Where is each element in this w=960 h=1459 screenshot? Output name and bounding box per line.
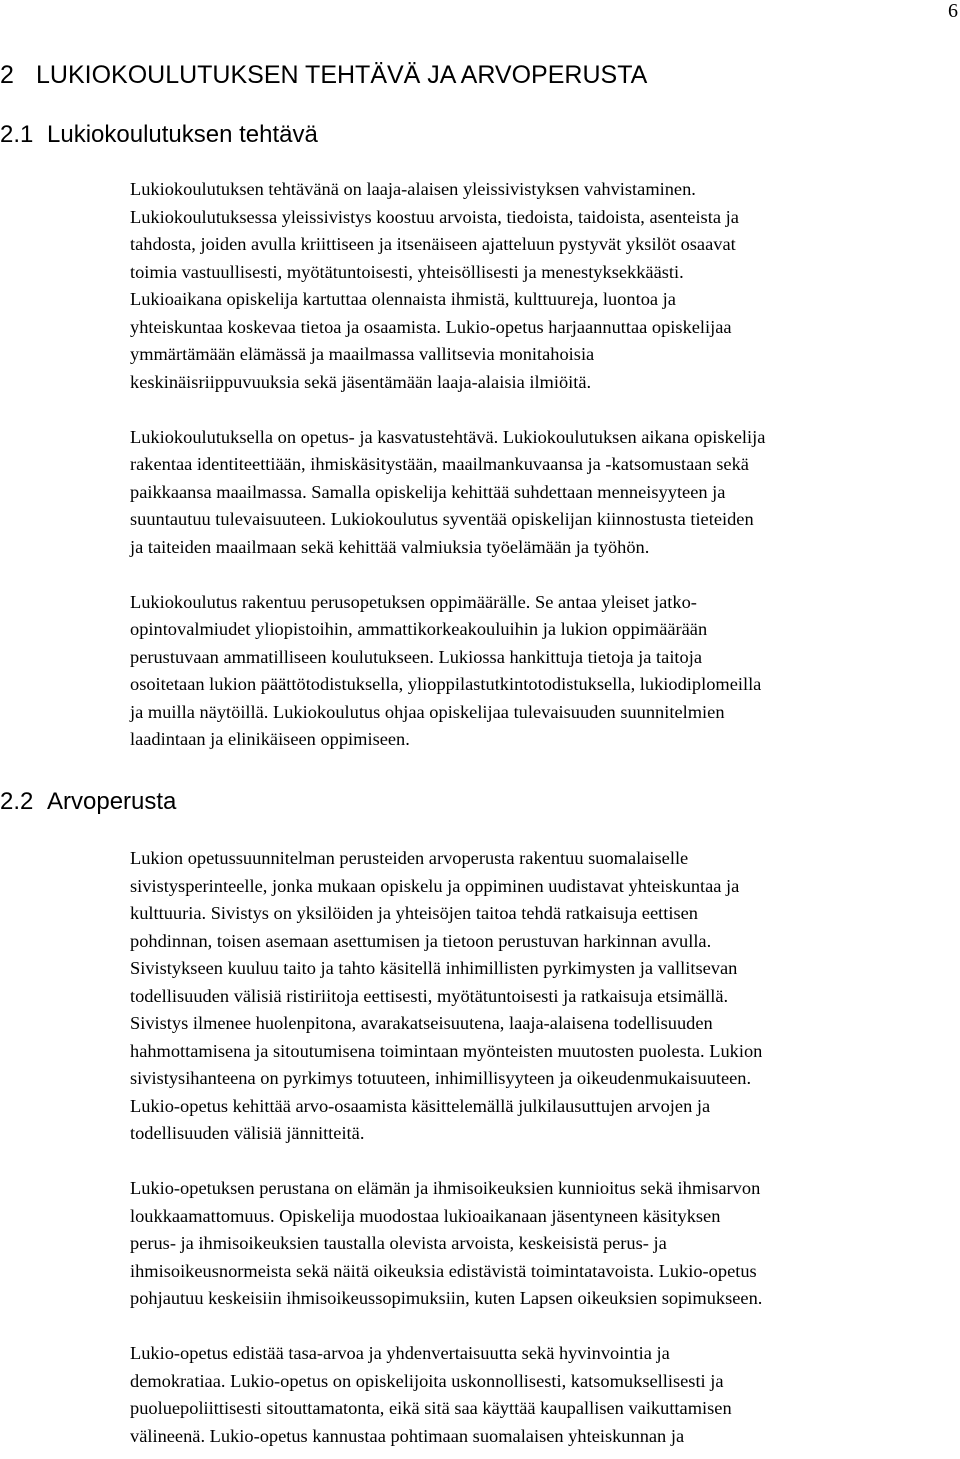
text-line: pohjautuu keskeisiin ihmisoikeussopimuksiin, kuten Lapsen oikeuksien sopimukseen. <box>130 1288 763 1308</box>
text-line: ihmisoikeusnormeista sekä näitä oikeuksia edistävistä toimintatavoista. Lukio-opetus <box>130 1260 757 1281</box>
chapter-heading <box>0 60 647 90</box>
text-line: Lukio-opetus edistää tasa-arvoa ja yhdenvertaisuutta sekä hyvinvointia ja <box>130 1343 670 1363</box>
page-number: 6 <box>948 0 958 22</box>
text-line: loukkaamattomuus. Opiskelija muodostaa lukioaikanaan jäsentyneen käsityksen <box>130 1205 721 1226</box>
text-line: ymmärtämään elämässä ja maailmassa vallitsevia monitahoisia <box>130 344 595 364</box>
section-body <box>130 845 960 1450</box>
text-line: demokratiaa. Lukio-opetus on opiskelijoita uskonnollisesti, katsomuksellisesti ja <box>130 1370 724 1391</box>
section-title: Lukiokoulutuksen tehtävä <box>47 121 318 148</box>
text-line: sivistysihanteena on pyrkimys totuuteen, inhimillisyyteen ja oikeudenmukaisuuteen. <box>130 1068 752 1088</box>
text-line: Lukio-opetuksen perustana on elämän ja ihmisoikeuksien kunnioitus sekä ihmisarvon <box>130 1178 761 1198</box>
text-line: Lukiokoulutuksella on opetus- ja kasvatustehtävä. Lukiokoulutuksen aikana opiskelija <box>130 426 766 447</box>
text-line: Lukiokoulutus rakentuu perusopetuksen oppimäärälle. Se antaa yleiset jatko- <box>130 591 697 612</box>
text-line: yhteiskuntaa koskevaa tietoa ja osaamista. Lukio-opetus harjaannuttaa opiskelijaa <box>130 316 732 337</box>
text-line: välineenä. Lukio-opetus kannustaa pohtimaan suomalaisen yhteiskunnan ja <box>130 1425 685 1446</box>
text-line: todellisuuden välisiä ristiriitoja eettisesti, myötätuntoisesti ja ratkaisuja etsimällä. <box>130 985 729 1006</box>
text-line: sivistysperinteelle, jonka mukaan opiskelu ja oppiminen uudistavat yhteiskuntaa ja <box>130 875 740 896</box>
paragraph <box>130 845 960 1148</box>
text-line: puoluepoliittisesti sitouttamatonta, eikä sitä saa käyttää kaupallisen vaikuttamisen <box>130 1398 732 1418</box>
text-line: keskinäisriippuvuuksia sekä jäsentämään laaja-alaisia ilmiöitä. <box>130 371 592 392</box>
text-line: Sivistykseen kuuluu taito ja tahto käsitellä inhimillisten pyrkimysten ja vallitsevan <box>130 958 738 978</box>
text-line: todellisuuden välisiä jännitteitä. <box>130 1123 365 1143</box>
section-body <box>130 176 960 754</box>
text-line: ja muilla näytöillä. Lukiokoulutus ohjaa opiskelijaa tulevaisuuden suunnitelmien <box>130 701 725 722</box>
paragraph <box>130 176 960 396</box>
text-line: paikkaansa maailmassa. Samalla opiskelija kehittää suhdettaan menneisyyteen ja <box>130 481 726 502</box>
paragraph <box>130 1175 960 1313</box>
text-line: kulttuuria. Sivistys on yksilöiden ja yhteisöjen taitoa tehdä ratkaisuja eettisen <box>130 903 698 923</box>
text-line: opintovalmiudet yliopistoihin, ammattikorkeakouluihin ja lukion oppimäärään <box>130 619 708 639</box>
section-number: 2.2 <box>0 788 34 815</box>
text-line: laadintaan ja elinikäiseen oppimiseen. <box>130 729 410 749</box>
section-heading <box>0 121 318 149</box>
text-line: perustuvaan ammatilliseen koulutukseen. Lukiossa hankittuja tietoja ja taitoja <box>130 646 703 667</box>
text-line: Lukion opetussuunnitelman perusteiden arvoperusta rakentuu suomalaiselle <box>130 848 689 868</box>
chapter-number: 2 <box>0 61 14 89</box>
text-line: ja taiteiden maailmaan sekä kehittää valmiuksia työelämään ja työhön. <box>130 536 650 557</box>
text-line: perus- ja ihmisoikeuksien taustalla olevista arvoista, keskeisistä perus- ja <box>130 1233 667 1253</box>
text-line: Lukiokoulutuksen tehtävänä on laaja-alaisen yleissivistyksen vahvistaminen. <box>130 179 696 199</box>
section-number: 2.1 <box>0 121 34 148</box>
paragraph <box>130 424 960 562</box>
text-line: hahmottamisena ja sitoutumisena toimintaan myönteisten muutosten puolesta. Lukion <box>130 1040 763 1061</box>
section-heading <box>0 788 176 816</box>
text-line: Sivistys ilmenee huolenpitona, avarakatseisuutena, laaja-alaisena todellisuuden <box>130 1013 713 1033</box>
text-line: Lukioaikana opiskelija kartuttaa olennaista ihmistä, kulttuureja, luontoa ja <box>130 289 676 309</box>
text-line: rakentaa identiteettiään, ihmiskäsitystään, maailmankuvaansa ja -katsomustaan sekä <box>130 454 749 474</box>
paragraph <box>130 1340 960 1450</box>
section-title: Arvoperusta <box>47 788 177 815</box>
text-line: Lukiokoulutuksessa yleissivistys koostuu arvoista, tiedoista, taidoista, asenteista ja <box>130 206 739 227</box>
text-line: osoitetaan lukion päättötodistuksella, ylioppilastutkintotodistuksella, lukiodiplomeilla <box>130 674 762 694</box>
text-line: pohdinnan, toisen asemaan asettumisen ja tietoon perustuvan harkinnan avulla. <box>130 930 712 951</box>
text-line: toimia vastuullisesti, myötätuntoisesti, yhteisöllisesti ja menestyksekkäästi. <box>130 261 684 282</box>
text-line: tahdosta, joiden avulla kriittiseen ja itsenäiseen ajatteluun pystyvät yksilöt osaavat <box>130 234 736 254</box>
paragraph <box>130 589 960 754</box>
text-line: suuntautuu tulevaisuuteen. Lukiokoulutus syventää opiskelijan kiinnostusta tieteiden <box>130 509 754 529</box>
chapter-title: LUKIOKOULUTUKSEN TEHTÄVÄ JA ARVOPERUSTA <box>36 61 648 89</box>
text-line: Lukio-opetus kehittää arvo-osaamista käsittelemällä julkilausuttujen arvojen ja <box>130 1095 711 1116</box>
